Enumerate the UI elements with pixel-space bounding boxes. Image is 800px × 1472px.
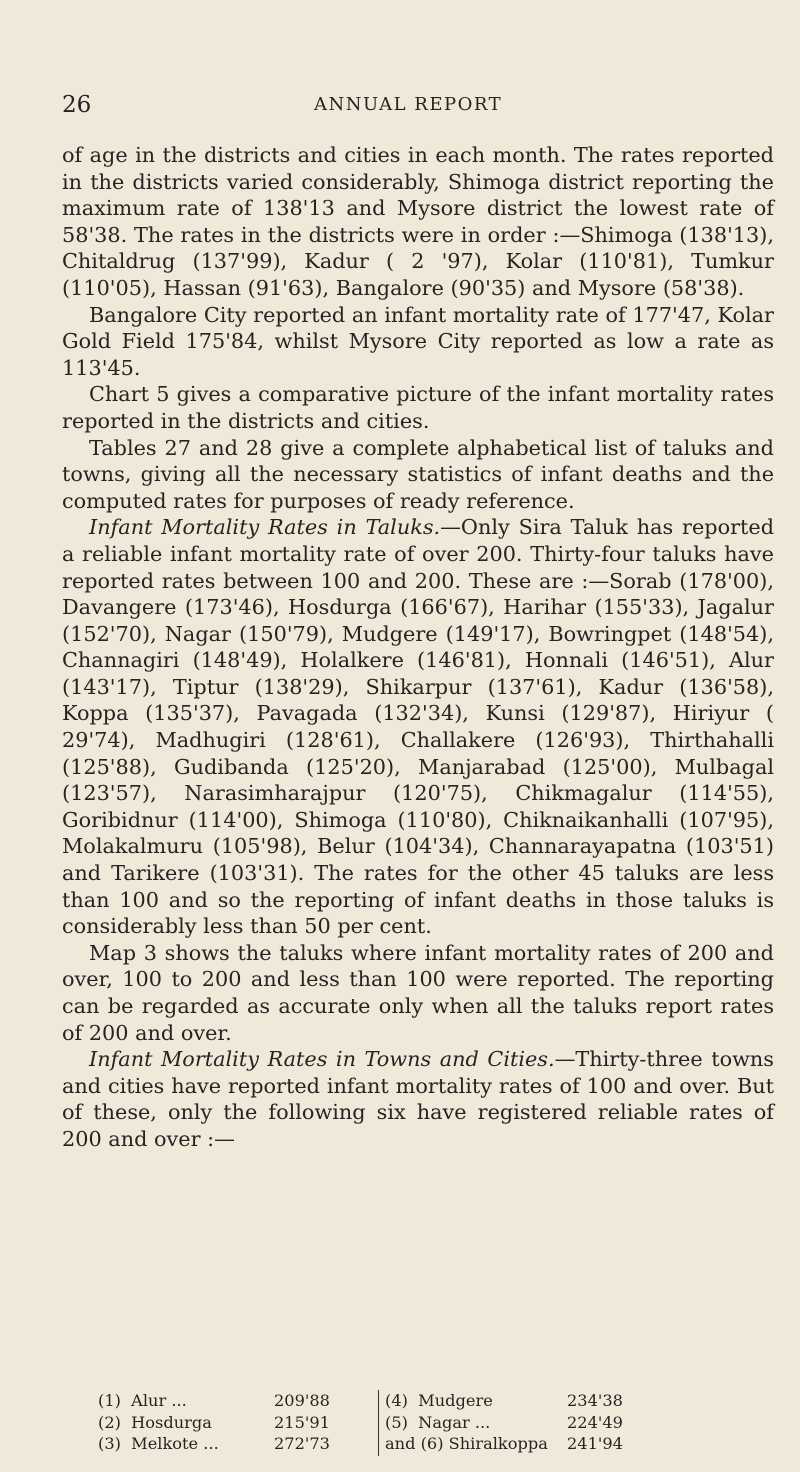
list-column-right — [378, 1390, 765, 1456]
body-text — [62, 142, 774, 1153]
town-name: Alur — [131, 1391, 167, 1410]
rate-value: 215'91 — [274, 1412, 330, 1432]
list-item: (3) Melkote ... 272'73 — [98, 1434, 330, 1453]
paragraph-map-reference: Map 3 shows the taluks where infant mortality rates of 200 and over, 100 to 200 and less than 100 were reported. The reporting can be regarded as accurate only when all the taluks report rates of 200 and over. — [62, 940, 774, 1045]
leader-dots: ... — [203, 1434, 219, 1453]
list-item: (1) Alur ... 209'88 — [98, 1391, 330, 1410]
list-column-left — [98, 1390, 348, 1455]
town-name: Hosdurga — [131, 1412, 212, 1432]
town-name: Nagar — [418, 1412, 470, 1432]
list-item: (5) Nagar ... 224'49 — [385, 1412, 623, 1432]
running-head: ANNUAL REPORT — [314, 94, 503, 115]
paragraph-chart-reference: Chart 5 gives a comparative picture of the infant mortality rates reported in the districts and cities. — [62, 382, 774, 433]
list-item: (2) Hosdurga 215'91 — [98, 1412, 330, 1432]
rate-value: 234'38 — [567, 1391, 623, 1410]
rate-value: 209'88 — [274, 1391, 330, 1410]
town-name: Mudgere — [418, 1391, 493, 1410]
town-rates-text: —Thirty-three towns and cities have reported infant mortality rates of 100 and over. But of these, only the following six have registered reliable rates of 200 and over :— — [62, 1047, 774, 1151]
paragraph-town-rates — [62, 1046, 774, 1152]
leader-dots: ... — [171, 1391, 187, 1410]
paragraph-taluk-rates — [62, 514, 774, 940]
page-header — [62, 92, 778, 122]
rate-value: 272'73 — [274, 1434, 330, 1453]
list-item: (4) Mudgere 234'38 — [385, 1391, 623, 1410]
section-heading-towns: Infant Mortality Rates in Towns and Cities. — [89, 1047, 555, 1072]
town-name: Melkote — [131, 1434, 199, 1453]
item-number: and (6) — [385, 1434, 444, 1453]
list-item — [385, 1433, 765, 1455]
paragraph-city-rates: Bangalore City reported an infant mortality rate of 177'47, Kolar Gold Field 175'84, whilst Mysore City reported as low a rate as 113'45. — [62, 302, 774, 380]
town-name: Shiralkoppa — [448, 1434, 548, 1453]
leader-dots: ... — [474, 1412, 491, 1432]
section-heading-taluks: Infant Mortality Rates in Taluks. — [89, 515, 441, 540]
paragraph-district-rates: of age in the districts and cities in each month. The rates reported in the districts varied considerably, Shimoga district reporting the maximum rate of 138'13 and Mysore district the lowest rate of 58'38. The rates in the districts were in order :—Shimoga (138'13), Chitaldrug (137'99), Kadur ( 2 '97), Kolar (110'81), Tumkur (110'05), Hassan (91'63), Bangalore (90'35) and Mysore (58'38). — [62, 143, 774, 300]
page-number: 26 — [62, 92, 92, 118]
paragraph-tables-reference: Tables 27 and 28 give a complete alphabetical list of taluks and towns, giving all the necessary statistics of infant deaths and the computed rates for purposes of ready reference. — [62, 435, 774, 513]
rate-value: 224'49 — [567, 1412, 623, 1432]
taluk-rates-text: —Only Sira Taluk has reported a reliable infant mortality rate of over 200. Thirty-four taluks have reported rates between 100 and 200. These are :—Sorab (178'00), Davangere (173'46), Hosdurga (166'67), Harihar (155'33), Jagalur (152'70), Nagar (150'79), Mudgere (149'17), Bowringpet (148'54), Channagiri (148'49), Holalkere (146'81), Honnali (146'51), Alur (143'17), Tiptur (138'29), Shikarpur (137'61), Kadur (136'58), Koppa (135'37), Pavagada (132'34), Kunsi (129'87), Hiriyur ( 29'74), Madhugiri (128'61), Challakere (126'93), Thirthahalli (125'88), Gudibanda (125'20), Manjarabad (125'00), Mulbagal (123'57), Narasimharajpur (120'75), Chikmagalur (114'55), Goribidnur (114'00), Shimoga (110'80), Chiknaikanhalli (107'95), Molakalmuru (105'98), Belur (104'34), Channarayapatna (103'51) and Tarikere (103'31). The rates for the other 45 taluks are less than 100 and so the reporting of infant deaths in those taluks is considerably less than 50 per cent. — [62, 515, 775, 939]
rate-value: 241'94 — [567, 1434, 623, 1453]
